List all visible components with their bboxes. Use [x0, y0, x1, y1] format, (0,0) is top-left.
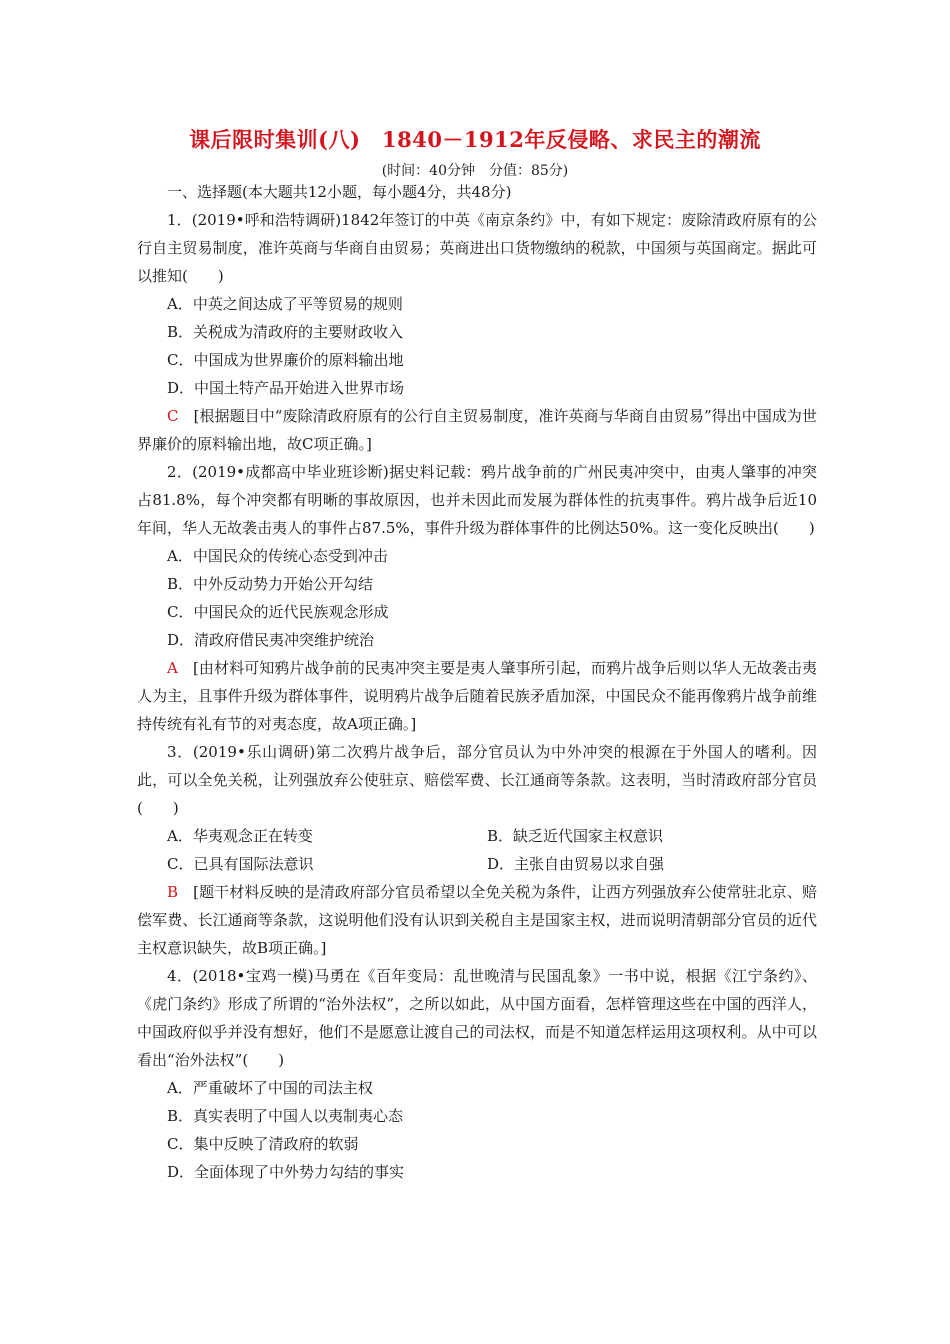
answer-text: [题干材料反映的是清政府部分官员希望以全免关税为条件，让西方列强放弃公使常驻北京、赔偿军费、长江通商等条款，这说明他们没有认识到关税自主是国家主权，进而说明清朝部分官员的近代主权意识缺失，故B项正确。] — [137, 883, 817, 957]
answer-letter: A — [167, 659, 178, 677]
question-1 — [137, 206, 817, 458]
option-c: C．集中反映了清政府的软弱 — [167, 1135, 359, 1153]
page-subtitle: (时间：40分钟 分值：85分) — [381, 163, 569, 179]
option-b: B．真实表明了中国人以夷制夷心态 — [167, 1107, 404, 1125]
answer-explanation — [137, 402, 817, 458]
document-body — [137, 178, 817, 1186]
answer-explanation — [137, 878, 817, 962]
question-stem: 1．(2019•呼和浩特调研)1842年签订的中英《南京条约》中，有如下规定：废除清政府原有的公行自主贸易制度，准许英商与华商自由贸易；英商进出口货物缴纳的税款，中国须与英国商定。据此可以推知( ) — [137, 211, 817, 285]
option-row — [137, 822, 817, 850]
option-c: C．已具有国际法意识 — [167, 855, 314, 873]
option-row — [137, 850, 817, 878]
question-2 — [137, 458, 817, 738]
option-b: B．缺乏近代国家主权意识 — [487, 827, 664, 845]
answer-text: [根据题目中“废除清政府原有的公行自主贸易制度，准许英商与华商自由贸易”得出中国成为世界廉价的原料输出地，故C项正确。] — [137, 407, 817, 453]
question-3 — [137, 738, 817, 962]
option-d: D．清政府借民夷冲突维护统治 — [167, 631, 375, 649]
option-d: D．中国土特产品开始进入世界市场 — [167, 379, 405, 397]
answer-letter: B — [167, 883, 179, 901]
option-a: A．中国民众的传统心态受到冲击 — [167, 547, 388, 565]
option-c: C．中国成为世界廉价的原料输出地 — [167, 351, 404, 369]
question-stem: 4．(2018•宝鸡一模)马勇在《百年变局：乱世晚清与民国乱象》一书中说，根据《江宁条约》、《虎门条约》形成了所谓的“治外法权”，之所以如此，从中国方面看，怎样管理这些在中国的西洋人，中国政府似乎并没有想好，他们不是愿意让渡自己的司法权，而是不知道怎样运用这项权利。从中可以看出“治外法权”( ) — [137, 967, 817, 1069]
answer-text: [由材料可知鸦片战争前的民夷冲突主要是夷人肇事所引起，而鸦片战争后则以华人无故袭击夷人为主，且事件升级为群体事件，说明鸦片战争后随着民族矛盾加深，中国民众不能再像鸦片战争前维持传统有礼有节的对夷态度，故A项正确。] — [137, 659, 817, 733]
section-heading: 一、选择题(本大题共12小题，每小题4分，共48分) — [167, 183, 512, 201]
question-stem: 3．(2019•乐山调研)第二次鸦片战争后，部分官员认为中外冲突的根源在于外国人的嗜利。因此，可以全免关税，让列强放弃公使驻京、赔偿军费、长江通商等条款。这表明，当时清政府部分官员( ) — [137, 743, 817, 817]
option-c: C．中国民众的近代民族观念形成 — [167, 603, 389, 621]
page-title: 课后限时集训(八) 1840－1912年反侵略、求民主的潮流 — [189, 127, 761, 152]
question-stem: 2．(2019•成都高中毕业班诊断)据史料记载：鸦片战争前的广州民夷冲突中，由夷人肇事的冲突占81.8%，每个冲突都有明晰的事故原因，也并未因此而发展为群体性的抗夷事件。鸦片战争后近10年间，华人无故袭击夷人的事件占87.5%，事件升级为群体事件的比例达50%。这一变化反映出( ) — [137, 463, 817, 537]
option-a: A．严重破坏了中国的司法主权 — [167, 1079, 373, 1097]
answer-letter: C — [167, 407, 179, 425]
option-d: D．全面体现了中外势力勾结的事实 — [167, 1163, 405, 1181]
option-a: A．华夷观念正在转变 — [167, 827, 313, 845]
question-4 — [137, 962, 817, 1186]
option-a: A．中英之间达成了平等贸易的规则 — [167, 295, 403, 313]
option-b: B．关税成为清政府的主要财政收入 — [167, 323, 404, 341]
option-b: B．中外反动势力开始公开勾结 — [167, 575, 374, 593]
answer-explanation — [137, 654, 817, 738]
option-d: D．主张自由贸易以求自强 — [487, 855, 665, 873]
